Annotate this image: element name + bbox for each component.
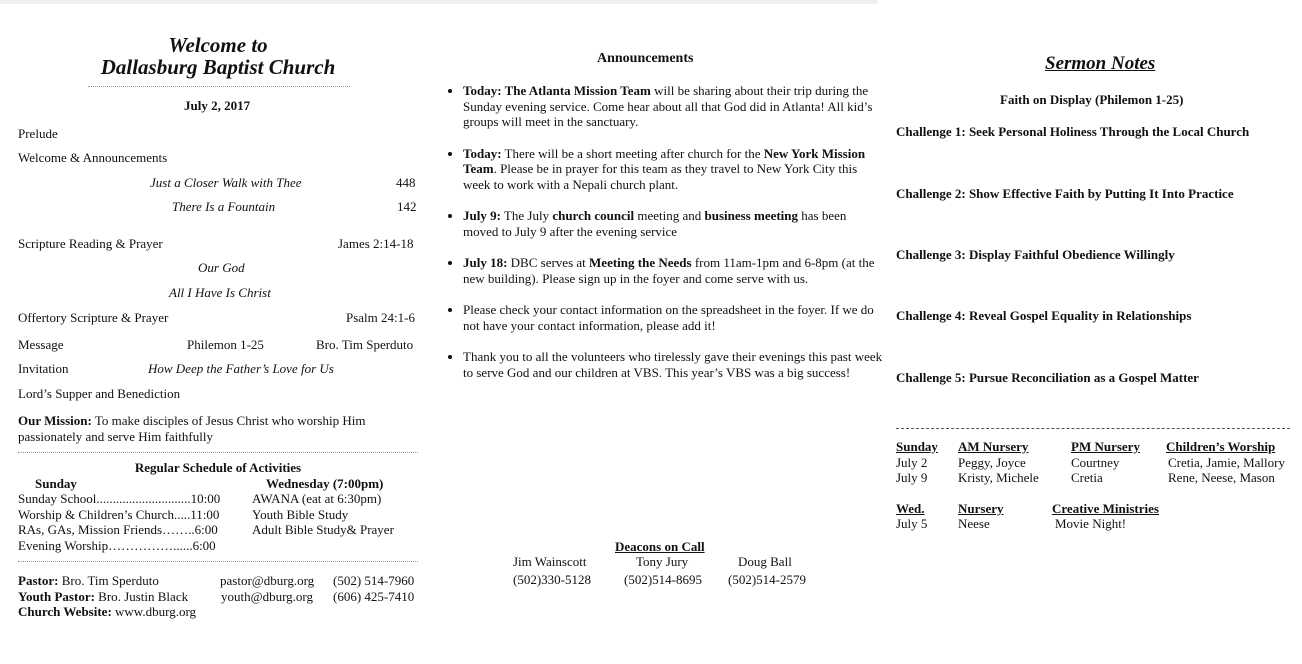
deacons-title: Deacons on Call — [615, 539, 705, 554]
divider — [88, 86, 350, 87]
song-title: There Is a Fountain — [172, 199, 276, 214]
deacon-phone: (502)330-5128 — [513, 572, 591, 587]
announcement-item: • Thank you to all the volunteers who tirelessly gave their evenings this past week to serve God and our children at VBS. This year’s VBS was a big success! — [463, 349, 883, 380]
nursery-cell: Cretia — [1071, 470, 1103, 485]
nursery-cell: July 9 — [896, 470, 928, 485]
nursery-cell: Courtney — [1071, 455, 1120, 470]
hymn-number: 448 — [396, 175, 416, 190]
schedule-sunday-item: Evening Worship……………......6:00 — [18, 538, 216, 553]
message-passage: Philemon 1-25 — [187, 337, 264, 352]
nursery-cell: Rene, Neese, Mason — [1168, 470, 1275, 485]
wed-cell: July 5 — [896, 516, 928, 531]
nursery-cell: Peggy, Joyce — [958, 455, 1026, 470]
song-title: Just a Closer Walk with Thee — [150, 175, 302, 190]
pastor-label: Pastor: — [18, 573, 59, 588]
divider — [18, 561, 418, 562]
song-title: All I Have Is Christ — [169, 285, 271, 300]
announcements-list — [444, 83, 883, 396]
pastor-name: Bro. Tim Sperduto — [58, 573, 159, 588]
website-label: Church Website: — [18, 604, 112, 619]
youth-pastor-label: Youth Pastor: — [18, 589, 95, 604]
sermon-challenge: Challenge 4: Reveal Gospel Equality in Relationships — [896, 308, 1192, 323]
announcement-item: • July 18: DBC serves at Meeting the Needs from 11am-1pm and 6-8pm (at the new building). Please sign up in the foyer and come serve with us. — [463, 255, 883, 286]
message-speaker: Bro. Tim Sperduto — [316, 337, 414, 352]
divider — [18, 452, 418, 453]
wed-header: Wed. — [896, 501, 925, 516]
order-supper: Lord’s Supper and Benediction — [18, 386, 181, 401]
nursery-cell: Cretia, Jamie, Mallory — [1168, 455, 1285, 470]
schedule-wednesday-item: Adult Bible Study& Prayer — [252, 522, 394, 537]
order-offertory: Offertory Scripture & Prayer — [18, 310, 169, 325]
welcome-line-1: Welcome to — [168, 33, 268, 57]
mission-text: To make disciples of Jesus Christ who worship Him — [91, 413, 366, 428]
deacon-name: Jim Wainscott — [513, 554, 587, 569]
announcements-title: Announcements — [597, 51, 694, 66]
schedule-title: Regular Schedule of Activities — [134, 460, 302, 475]
sermon-challenge: Challenge 2: Show Effective Faith by Putting It Into Practice — [896, 186, 1234, 201]
welcome-heading — [86, 34, 350, 78]
divider — [896, 428, 1290, 429]
order-message: Message — [18, 337, 64, 352]
announcement-item: • Today: The Atlanta Mission Team will be sharing about their trip during the Sunday evening service. Come hear about all that God did in Atlanta! All kid’s groups will meet in the sanctuary. — [463, 83, 883, 130]
mission-text-2: passionately and serve Him faithfully — [18, 429, 213, 444]
nursery-header: Children’s Worship — [1166, 439, 1276, 454]
youth-pastor-contact — [18, 589, 188, 605]
deacon-phone: (502)514-2579 — [728, 572, 806, 587]
youth-pastor-phone: (606) 425-7410 — [333, 589, 415, 604]
song-title: How Deep the Father’s Love for Us — [148, 361, 334, 376]
pastor-phone: (502) 514-7960 — [333, 573, 415, 588]
sermon-challenge: Challenge 3: Display Faithful Obedience Willingly — [896, 247, 1175, 262]
nursery-cell: July 2 — [896, 455, 928, 470]
schedule-wednesday-item: AWANA (eat at 6:30pm) — [252, 491, 382, 506]
youth-pastor-email: youth@dburg.org — [221, 589, 314, 604]
nursery-header: AM Nursery — [958, 439, 1029, 454]
nursery-header: Sunday — [896, 439, 938, 454]
wed-cell: Neese — [958, 516, 990, 531]
deacon-name: Tony Jury — [636, 554, 689, 569]
sermon-challenge: Challenge 1: Seek Personal Holiness Through the Local Church — [896, 124, 1250, 139]
mission-statement — [18, 413, 365, 429]
song-title: Our God — [198, 260, 245, 275]
deacon-name: Doug Ball — [738, 554, 792, 569]
pastor-email: pastor@dburg.org — [220, 573, 315, 588]
top-edge-shade — [0, 0, 878, 4]
schedule-wednesday-heading: Wednesday (7:00pm) — [266, 476, 384, 491]
scripture-reference: James 2:14-18 — [338, 236, 414, 251]
schedule-sunday-heading: Sunday — [35, 476, 77, 491]
schedule-sunday-item: Sunday School.............................10:00 — [18, 491, 221, 506]
youth-pastor-name: Bro. Justin Black — [94, 589, 189, 604]
wed-header: Nursery — [958, 501, 1004, 516]
nursery-header: PM Nursery — [1071, 439, 1140, 454]
order-prelude: Prelude — [18, 126, 58, 141]
bulletin-date: July 2, 2017 — [184, 98, 251, 113]
welcome-line-2: Dallasburg Baptist Church — [100, 55, 336, 79]
order-welcome: Welcome & Announcements — [18, 150, 168, 165]
hymn-number: 142 — [397, 199, 417, 214]
announcement-item: • Please check your contact information on the spreadsheet in the foyer. If we do not have your contact information, please add it! — [463, 302, 883, 333]
pastor-contact — [18, 573, 159, 589]
schedule-sunday-item: Worship & Children’s Church.....11:00 — [18, 507, 220, 522]
deacon-phone: (502)514-8695 — [624, 572, 702, 587]
offertory-reference: Psalm 24:1-6 — [346, 310, 415, 325]
church-website — [18, 604, 196, 620]
order-scripture: Scripture Reading & Prayer — [18, 236, 163, 251]
wed-header: Creative Ministries — [1052, 501, 1159, 516]
nursery-cell: Kristy, Michele — [958, 470, 1039, 485]
sermon-notes-title: Sermon Notes — [1045, 53, 1156, 74]
order-invitation: Invitation — [18, 361, 69, 376]
announcement-item: • July 9: The July church council meeting and business meeting has been moved to July 9 after the evening service — [463, 208, 883, 239]
sermon-challenge: Challenge 5: Pursue Reconciliation as a Gospel Matter — [896, 370, 1199, 385]
mission-label: Our Mission: — [18, 413, 92, 428]
sermon-subtitle: Faith on Display (Philemon 1-25) — [1000, 92, 1184, 107]
announcement-item: • Today: There will be a short meeting after church for the New York Mission Team. Please be in prayer for this team as they travel to New York City this week to work with a Nepali church plant. — [463, 146, 883, 193]
schedule-wednesday-item: Youth Bible Study — [252, 507, 349, 522]
schedule-sunday-item: RAs, GAs, Mission Friends……..6:00 — [18, 522, 218, 537]
website-url: www.dburg.org — [111, 604, 197, 619]
wed-cell: Movie Night! — [1055, 516, 1127, 531]
